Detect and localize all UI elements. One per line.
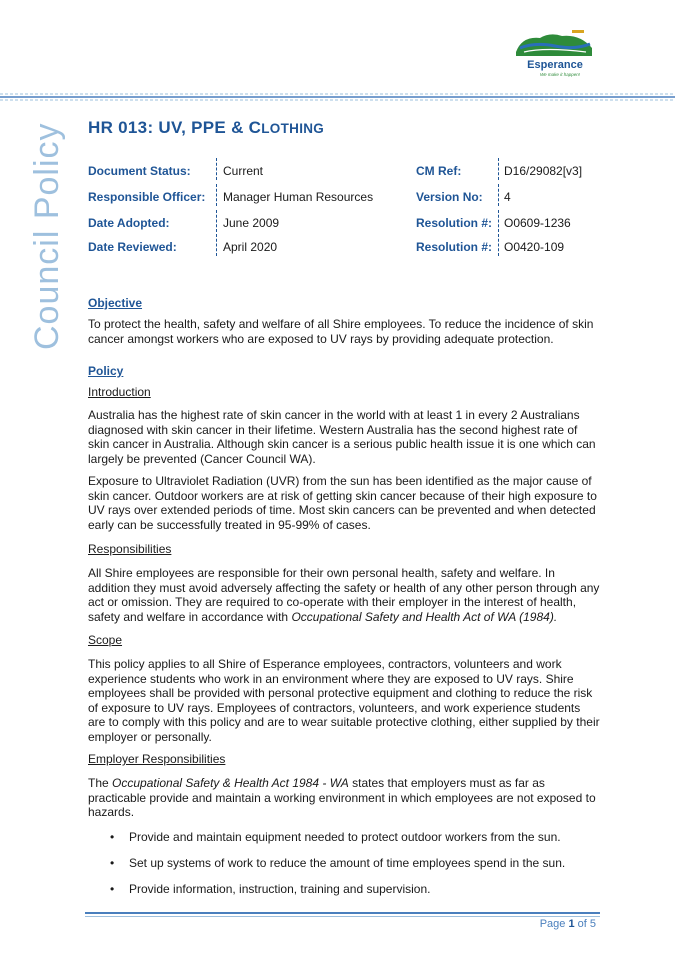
footer-divider xyxy=(85,912,600,918)
separator xyxy=(216,234,217,256)
page-prefix: Page xyxy=(539,918,569,930)
intro-paragraph-2: Exposure to Ultraviolet Radiation (UVR) from the sun has been identified as the major cause of skin cancer. Outdoor workers are at risk of getting skin cancer because of their high exposure to UV rays over extended periods of time. Most skin cancers can be prevented and when detected early can be successfully treated in 95-99% of cases. xyxy=(88,474,597,532)
version-label: Version No: xyxy=(416,190,483,204)
list-item-text: Set up systems of work to reduce the amount of time employees spend in the sun. xyxy=(129,856,566,870)
date-adopted-value: June 2009 xyxy=(223,216,280,230)
employer-text xyxy=(88,776,600,820)
responsibilities-body: All Shire employees are responsible for their own personal health, safety and welfare. In addition they must avoid adversely affecting the safety or health of any other person through any act or omission. They are required to co-operate with their employer in the interest of health, safety and welfare in accordance with xyxy=(88,566,600,624)
employer-text-post: states that employers must as far as practicable provide and maintain a working environment in which employees are not exposed to hazards. xyxy=(88,776,596,820)
intro-paragraph-1: Australia has the highest rate of skin cancer in the world with at least 1 in every 2 Australians diagnosed with skin cancer in their lifetime. Western Australia has the second highest rate of skin cancer in Australia. Although skin cancer is a serious public health issue it is one which can largely be prevented (Cancer Council WA). xyxy=(88,408,596,466)
page-current: 1 xyxy=(568,918,575,930)
page-title xyxy=(88,118,324,138)
resolution-value: O0609-1236 xyxy=(504,216,571,230)
date-reviewed-label: Date Reviewed: xyxy=(88,240,177,254)
page-number xyxy=(540,918,596,930)
introduction-heading: Introduction xyxy=(88,385,151,399)
bullet-icon: • xyxy=(110,882,115,896)
title-initial: C xyxy=(248,118,262,137)
separator xyxy=(216,184,217,206)
resolution-label: Resolution #: xyxy=(416,240,493,254)
responsibilities-heading: Responsibilities xyxy=(88,542,172,556)
document-status-label: Document Status: xyxy=(88,164,191,178)
responsibilities-act: Occupational Safety and Health Act of WA (1984). xyxy=(291,609,558,624)
objective-heading: Objective xyxy=(88,296,143,310)
version-value: 4 xyxy=(504,190,511,204)
objective-text: To protect the health, safety and welfare of all Shire employees. To reduce the incidence of skin cancer amongst workers who are exposed to UV rays by providing adequate protection. xyxy=(88,317,594,346)
cm-ref-label: CM Ref: xyxy=(416,164,462,178)
date-reviewed-value: April 2020 xyxy=(223,240,278,254)
header-divider xyxy=(0,92,675,102)
list-item xyxy=(110,856,590,882)
resolution-value: O0420-109 xyxy=(504,240,565,254)
responsible-officer-label: Responsible Officer: xyxy=(88,190,206,204)
list-item-text: Provide and maintain equipment needed to protect outdoor workers from the sun. xyxy=(129,830,561,844)
side-label: Council Policy xyxy=(28,122,66,350)
separator xyxy=(216,210,217,232)
policy-heading: Policy xyxy=(88,364,124,378)
page-mid: of xyxy=(574,918,590,930)
page-total: 5 xyxy=(589,918,596,930)
employer-act: Occupational Safety & Health Act 1984 - WA xyxy=(112,776,349,790)
title-main: HR 013: UV, PPE & xyxy=(88,118,249,137)
bullet-icon: • xyxy=(110,830,115,844)
scope-text: This policy applies to all Shire of Esperance employees, contractors, volunteers and work experience students who work in an environment where they are exposed to UV rays. Shire employees shall be provided with personal protective equipment and clothing to reduce the risk of exposure to UV rays. Employees of contractors, volunteers, and work experience students are to comply with this policy and are to wear suitable protective clothing, either supplied by their employer or personally. xyxy=(88,657,600,744)
separator xyxy=(498,184,499,206)
separator xyxy=(498,210,499,232)
employer-text-pre: The xyxy=(88,776,113,790)
cm-ref-value: D16/29082[v3] xyxy=(504,164,583,178)
resolution-label: Resolution #: xyxy=(416,216,493,230)
separator xyxy=(216,158,217,180)
scope-heading: Scope xyxy=(88,633,123,647)
title-smallcaps: LOTHING xyxy=(261,121,325,136)
date-adopted-label: Date Adopted: xyxy=(88,216,170,230)
logo-text: Esperance xyxy=(527,59,583,71)
responsibilities-text xyxy=(88,566,600,624)
employer-bullet-list xyxy=(110,830,590,908)
metadata-table xyxy=(88,158,608,262)
logo-tagline: We make it happen! xyxy=(540,72,580,77)
employer-responsibilities-heading: Employer Responsibilities xyxy=(88,752,226,766)
list-item-text: Provide information, instruction, training and supervision. xyxy=(129,882,431,896)
list-item xyxy=(110,882,590,908)
bullet-icon: • xyxy=(110,856,115,870)
shire-esperance-logo xyxy=(510,30,600,82)
responsible-officer-value: Manager Human Resources xyxy=(223,190,374,204)
document-status-value: Current xyxy=(223,164,264,178)
list-item xyxy=(110,830,590,856)
separator xyxy=(498,234,499,256)
separator xyxy=(498,158,499,180)
